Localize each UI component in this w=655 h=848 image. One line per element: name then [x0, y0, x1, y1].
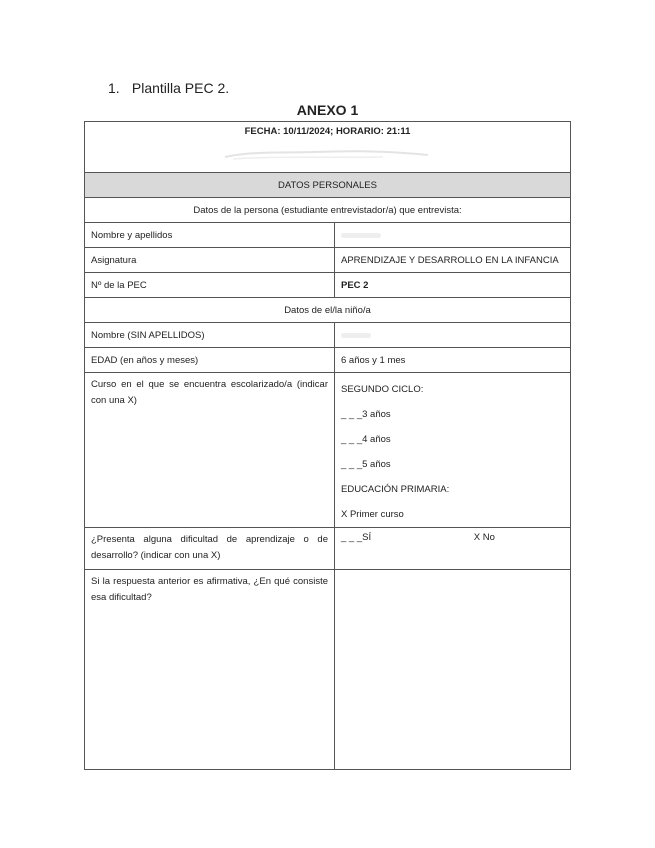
form-table — [84, 121, 571, 770]
difficulty-yes: _ _ _SÍ — [341, 532, 372, 543]
option-4-anos: _ _ _4 años — [341, 434, 391, 445]
date-row — [85, 122, 571, 173]
table-row — [85, 323, 571, 348]
annex-title: ANEXO 1 — [296, 102, 359, 118]
interviewer-header-row — [85, 198, 571, 223]
child-name-label: Nombre (SIN APELLIDOS) — [85, 323, 335, 348]
table-row — [85, 248, 571, 273]
option-primer-curso: X Primer curso — [341, 509, 404, 520]
row-label: Nombre y apellidos — [85, 223, 335, 248]
difficulty-label: ¿Presenta alguna dificultad de aprendizaje o de desarrollo? (indicar con una X) — [85, 528, 335, 570]
section-row-personal — [85, 173, 571, 198]
row-value: APRENDIZAJE Y DESARROLLO EN LA INFANCIA — [335, 248, 571, 273]
table-row — [85, 373, 571, 528]
interviewer-header: Datos de la persona (estudiante entrevistador/a) que entrevista: — [85, 198, 571, 223]
redacted-signature — [223, 147, 433, 161]
heading-number: 1. — [108, 80, 120, 96]
difficulty-detail-value — [335, 570, 571, 770]
option-3-anos: _ _ _3 años — [341, 409, 391, 420]
date-cell — [85, 122, 571, 173]
difficulty-no: X No — [473, 532, 495, 543]
option-primaria: EDUCACIÓN PRIMARIA: — [341, 484, 450, 495]
redacted-child-name — [341, 333, 371, 338]
option-segundo-ciclo: SEGUNDO CICLO: — [341, 384, 424, 395]
age-label: EDAD (en años y meses) — [85, 348, 335, 373]
row-label: Nº de la PEC — [85, 273, 335, 298]
table-row — [85, 348, 571, 373]
table-row — [85, 570, 571, 770]
redacted-name — [341, 233, 381, 238]
difficulty-options — [335, 528, 571, 570]
row-value: PEC 2 — [335, 273, 571, 298]
date-line: FECHA: 10/11/2024; HORARIO: 21:11 — [244, 126, 411, 137]
course-options — [335, 373, 571, 528]
course-label: Curso en el que se encuentra escolarizado/a (indicar con una X) — [85, 373, 335, 528]
row-label: Asignatura — [85, 248, 335, 273]
table-row — [85, 528, 571, 570]
difficulty-detail-label: Si la respuesta anterior es afirmativa, ¿En qué consiste esa dificultad? — [85, 570, 335, 770]
table-row — [85, 223, 571, 248]
heading-title: Plantilla PEC 2. — [131, 80, 230, 96]
section-personal: DATOS PERSONALES — [85, 173, 571, 198]
child-header-row — [85, 298, 571, 323]
section-heading — [108, 80, 229, 96]
row-value — [335, 223, 571, 248]
option-5-anos: _ _ _5 años — [341, 459, 391, 470]
age-value: 6 años y 1 mes — [335, 348, 571, 373]
child-name-value — [335, 323, 571, 348]
table-row — [85, 273, 571, 298]
child-header: Datos de el/la niño/a — [85, 298, 571, 323]
